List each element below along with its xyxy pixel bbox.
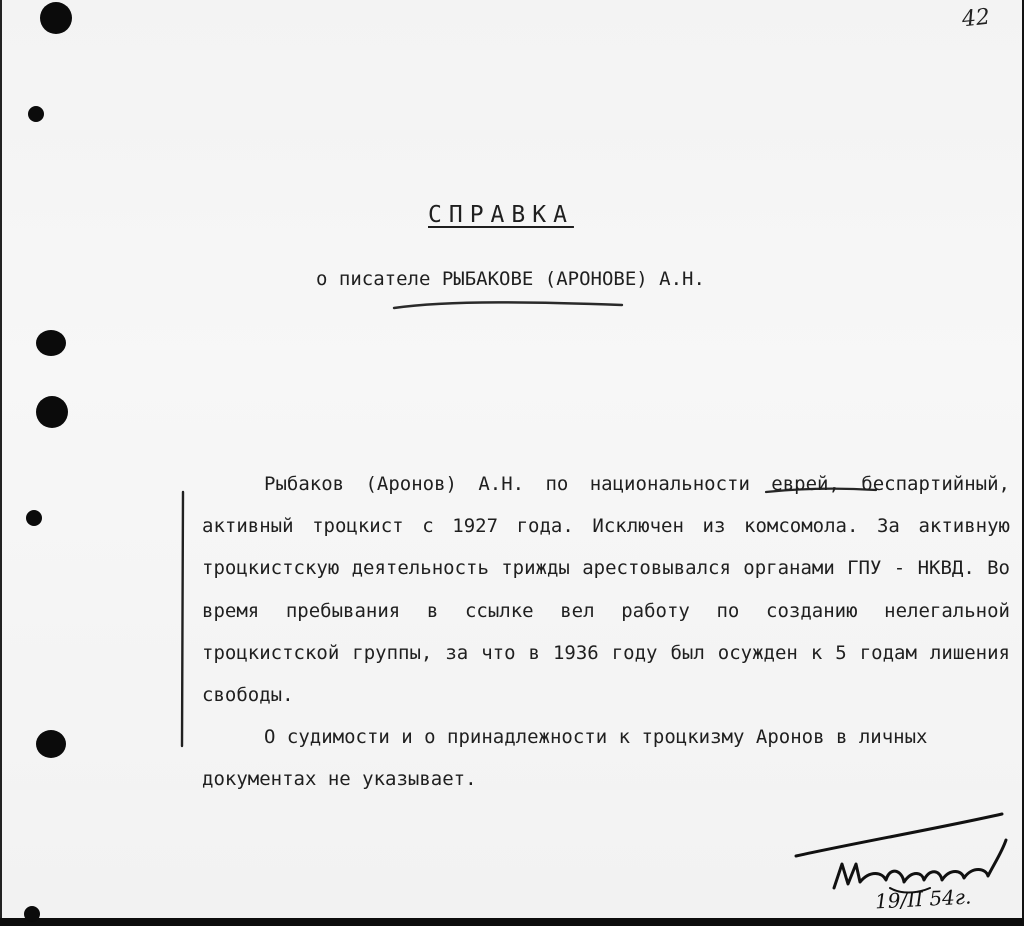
punch-hole bbox=[36, 730, 66, 758]
scan-edge-left bbox=[0, 0, 2, 926]
punch-hole bbox=[26, 510, 42, 526]
body-paragraph-1: Рыбаков (Аронов) А.Н. по национальности еврей, беспартийный, активный троцкист с 1927 года. Исключен из комсомола. За активную троцкистскую деятельность трижды арестовывался органами ГПУ - НКВД. Во время пребывания в ссылке вел работу по созданию нелегальной троцкистской группы, за что в 1936 году был осужден к 5 годам лишения свободы. bbox=[202, 473, 1010, 707]
document-subtitle: о писателе РЫБАКОВЕ (АРОНОВЕ) А.Н. bbox=[316, 268, 705, 290]
page-number: 42 bbox=[960, 4, 992, 33]
document-title: СПРАВКА bbox=[428, 202, 574, 228]
punch-hole bbox=[40, 2, 72, 34]
subtitle-pencil-underline bbox=[390, 296, 630, 316]
punch-hole bbox=[28, 106, 44, 122]
punch-hole bbox=[36, 396, 68, 428]
body-paragraph-2: О судимости и о принадлежности к троцкизму Аронов в личных документах не указывает. bbox=[202, 726, 928, 791]
margin-pencil-bar bbox=[176, 490, 190, 750]
punch-hole bbox=[24, 906, 40, 922]
document-body bbox=[202, 463, 1010, 801]
signature-date: 19/II 54г. bbox=[874, 884, 972, 914]
punch-hole bbox=[36, 330, 66, 356]
